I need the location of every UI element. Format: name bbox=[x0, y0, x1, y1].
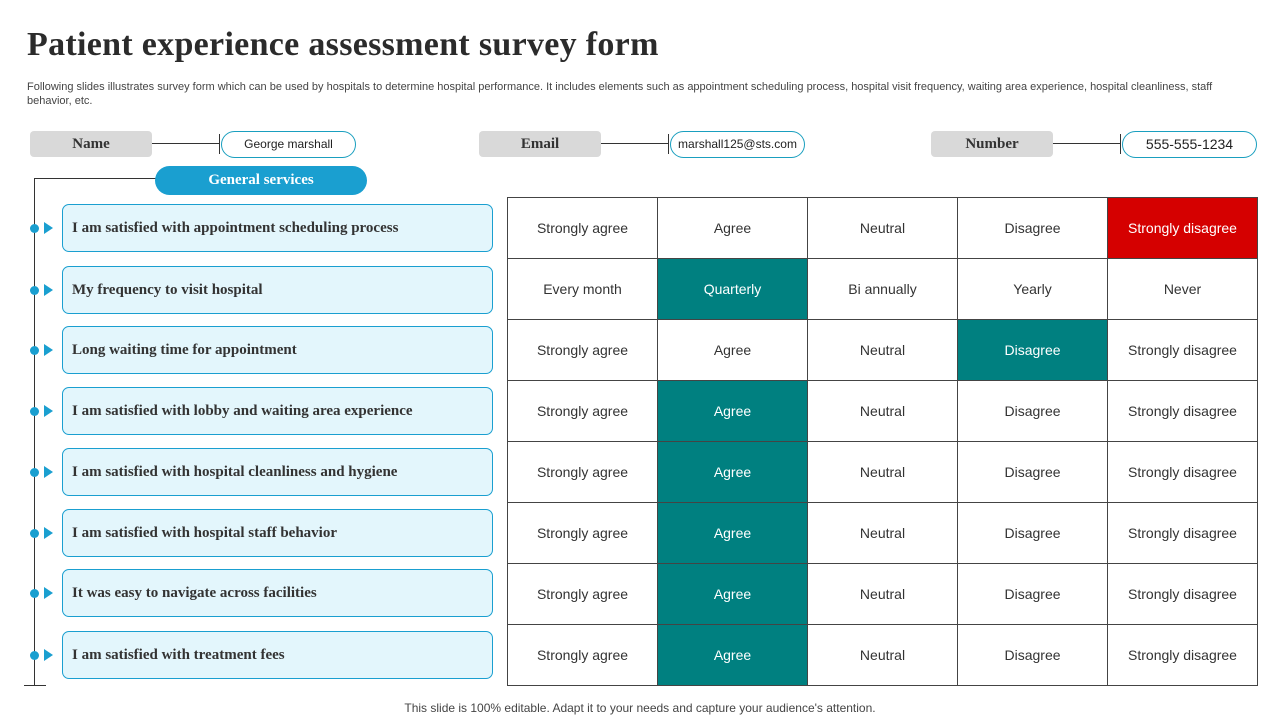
answer-option[interactable]: Strongly disagree bbox=[1108, 320, 1258, 381]
answer-option[interactable]: Strongly disagree bbox=[1108, 381, 1258, 442]
timeline-bottom-line bbox=[24, 685, 46, 686]
answer-option[interactable]: Yearly bbox=[958, 259, 1108, 320]
email-connector bbox=[601, 143, 669, 144]
bullet-dot-icon bbox=[30, 346, 39, 355]
answer-option[interactable]: Strongly disagree bbox=[1108, 564, 1258, 625]
name-connector-tick bbox=[219, 134, 220, 154]
question-box: My frequency to visit hospital bbox=[62, 266, 493, 314]
answer-option-selected[interactable]: Agree bbox=[658, 564, 808, 625]
answer-option[interactable]: Strongly agree bbox=[508, 320, 658, 381]
answer-option[interactable]: Never bbox=[1108, 259, 1258, 320]
bullet-dot-icon bbox=[30, 529, 39, 538]
play-arrow-icon bbox=[44, 344, 53, 356]
bullet-dot-icon bbox=[30, 224, 39, 233]
answer-option[interactable]: Neutral bbox=[808, 198, 958, 259]
answer-option[interactable]: Disagree bbox=[958, 442, 1108, 503]
answer-option-selected[interactable]: Agree bbox=[658, 381, 808, 442]
question-row bbox=[0, 631, 500, 679]
bullet-dot-icon bbox=[30, 651, 39, 660]
email-field[interactable]: marshall125@sts.com bbox=[670, 131, 805, 158]
answer-row bbox=[508, 564, 1258, 625]
number-label: Number bbox=[931, 131, 1053, 157]
question-box: I am satisfied with hospital staff behavior bbox=[62, 509, 493, 557]
question-box: I am satisfied with lobby and waiting area experience bbox=[62, 387, 493, 435]
answer-option[interactable]: Agree bbox=[658, 320, 808, 381]
answer-row bbox=[508, 381, 1258, 442]
question-row bbox=[0, 569, 500, 617]
answer-row bbox=[508, 198, 1258, 259]
answer-option[interactable]: Strongly disagree bbox=[1108, 625, 1258, 686]
answer-option[interactable]: Disagree bbox=[958, 198, 1108, 259]
bullet-dot-icon bbox=[30, 407, 39, 416]
answer-option[interactable]: Disagree bbox=[958, 564, 1108, 625]
question-box: Long waiting time for appointment bbox=[62, 326, 493, 374]
answer-option[interactable]: Neutral bbox=[808, 625, 958, 686]
answer-option[interactable]: Neutral bbox=[808, 564, 958, 625]
answer-option[interactable]: Neutral bbox=[808, 320, 958, 381]
answer-option-selected[interactable]: Disagree bbox=[958, 320, 1108, 381]
answer-option[interactable]: Agree bbox=[658, 198, 808, 259]
play-arrow-icon bbox=[44, 587, 53, 599]
play-arrow-icon bbox=[44, 527, 53, 539]
answer-option-selected[interactable]: Agree bbox=[658, 442, 808, 503]
question-box: I am satisfied with hospital cleanliness and hygiene bbox=[62, 448, 493, 496]
answer-row bbox=[508, 625, 1258, 686]
number-field[interactable]: 555-555-1234 bbox=[1122, 131, 1257, 158]
answer-option-selected[interactable]: Agree bbox=[658, 625, 808, 686]
question-box: I am satisfied with appointment scheduling process bbox=[62, 204, 493, 252]
answer-option[interactable]: Neutral bbox=[808, 442, 958, 503]
page-title: Patient experience assessment survey form bbox=[27, 26, 659, 63]
answer-option[interactable]: Disagree bbox=[958, 381, 1108, 442]
timeline-top-line bbox=[34, 178, 156, 179]
answer-option[interactable]: Strongly agree bbox=[508, 442, 658, 503]
answer-option[interactable]: Strongly agree bbox=[508, 198, 658, 259]
question-row bbox=[0, 448, 500, 496]
question-row bbox=[0, 204, 500, 252]
answer-option[interactable]: Neutral bbox=[808, 503, 958, 564]
answer-option[interactable]: Strongly agree bbox=[508, 503, 658, 564]
answer-grid bbox=[507, 197, 1258, 686]
answer-option[interactable]: Strongly agree bbox=[508, 564, 658, 625]
question-row bbox=[0, 266, 500, 314]
question-row bbox=[0, 326, 500, 374]
play-arrow-icon bbox=[44, 649, 53, 661]
name-field[interactable]: George marshall bbox=[221, 131, 356, 158]
question-row bbox=[0, 387, 500, 435]
play-arrow-icon bbox=[44, 466, 53, 478]
answer-option[interactable]: Strongly disagree bbox=[1108, 442, 1258, 503]
answer-row bbox=[508, 320, 1258, 381]
page-subtitle: Following slides illustrates survey form which can be used by hospitals to determine hospital performance. It includes elements such as appointment scheduling process, hospital visit frequency, waiting area experience, hospital cleanliness, staff behavior, etc. bbox=[27, 81, 1213, 107]
answer-option-selected[interactable]: Strongly disagree bbox=[1108, 198, 1258, 259]
answer-row bbox=[508, 503, 1258, 564]
answer-option[interactable]: Strongly disagree bbox=[1108, 503, 1258, 564]
bullet-dot-icon bbox=[30, 589, 39, 598]
footer-note: This slide is 100% editable. Adapt it to your needs and capture your audience's attention. bbox=[404, 701, 876, 715]
answer-option[interactable]: Disagree bbox=[958, 625, 1108, 686]
bullet-dot-icon bbox=[30, 468, 39, 477]
answer-option-selected[interactable]: Agree bbox=[658, 503, 808, 564]
question-box: It was easy to navigate across facilities bbox=[62, 569, 493, 617]
question-row bbox=[0, 509, 500, 557]
number-connector-tick bbox=[1120, 134, 1121, 154]
answer-row bbox=[508, 442, 1258, 503]
play-arrow-icon bbox=[44, 284, 53, 296]
play-arrow-icon bbox=[44, 405, 53, 417]
email-label: Email bbox=[479, 131, 601, 157]
answer-option[interactable]: Bi annually bbox=[808, 259, 958, 320]
answer-option[interactable]: Every month bbox=[508, 259, 658, 320]
answer-option[interactable]: Strongly agree bbox=[508, 381, 658, 442]
bullet-dot-icon bbox=[30, 286, 39, 295]
email-connector-tick bbox=[668, 134, 669, 154]
answer-option-selected[interactable]: Quarterly bbox=[658, 259, 808, 320]
answer-row bbox=[508, 259, 1258, 320]
play-arrow-icon bbox=[44, 222, 53, 234]
answer-option[interactable]: Strongly agree bbox=[508, 625, 658, 686]
answer-option[interactable]: Disagree bbox=[958, 503, 1108, 564]
answer-option[interactable]: Neutral bbox=[808, 381, 958, 442]
question-box: I am satisfied with treatment fees bbox=[62, 631, 493, 679]
section-title-pill: General services bbox=[155, 166, 367, 195]
number-connector bbox=[1053, 143, 1121, 144]
name-connector bbox=[152, 143, 220, 144]
name-label: Name bbox=[30, 131, 152, 157]
